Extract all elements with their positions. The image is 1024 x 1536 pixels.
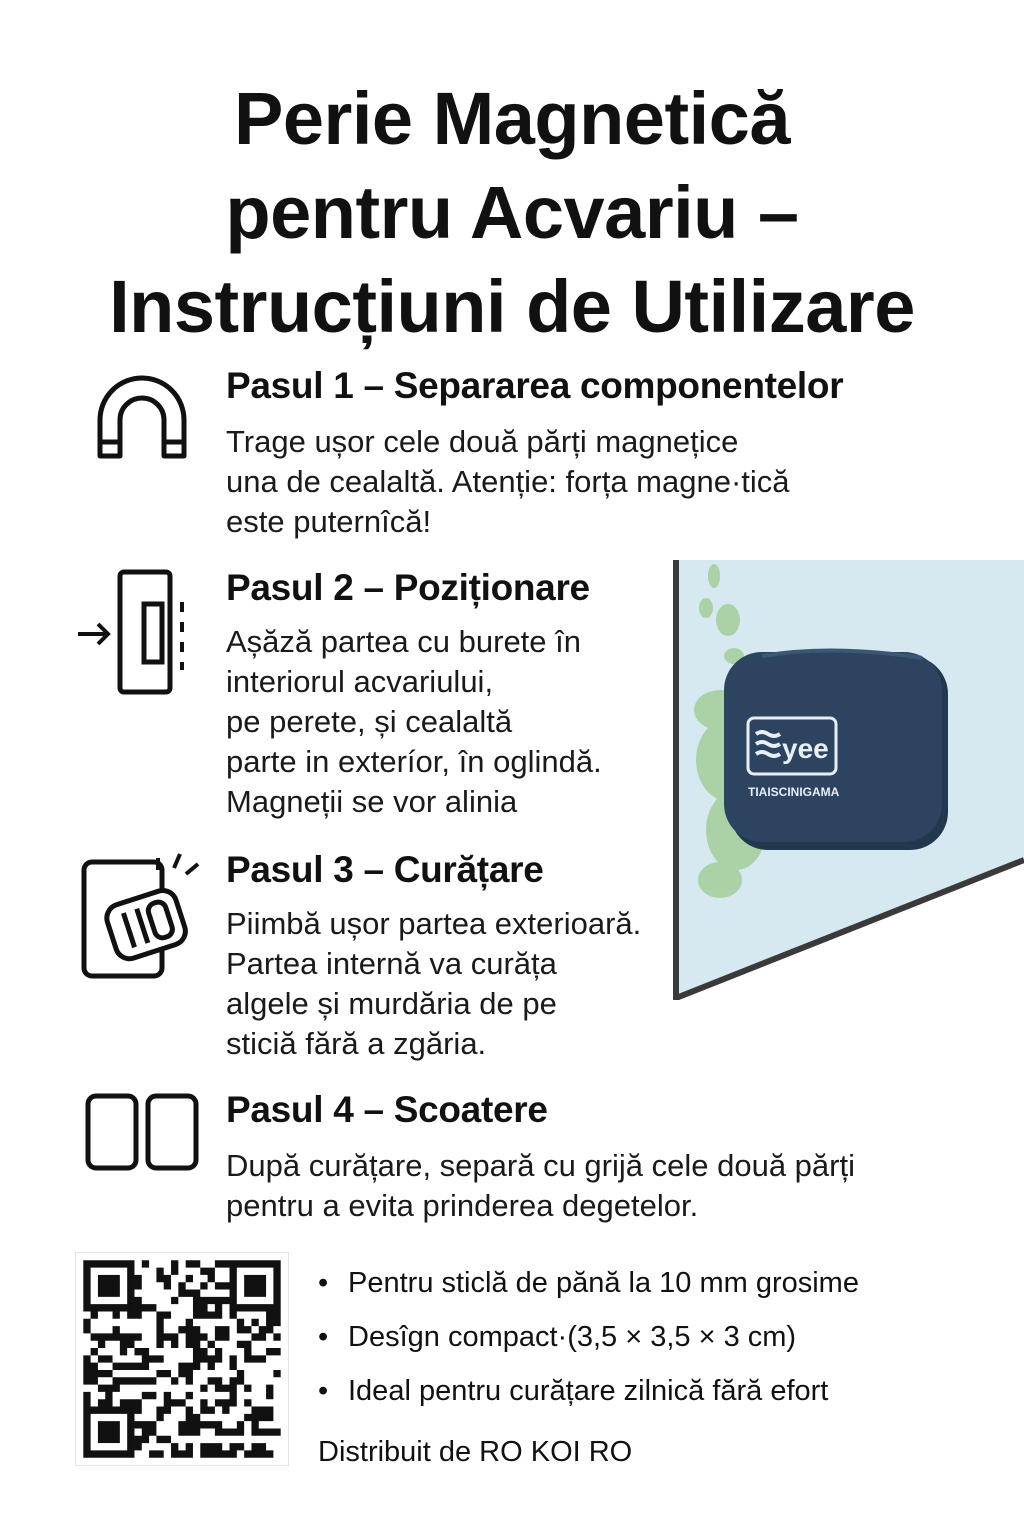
bullet: •	[318, 1267, 329, 1299]
step-2-line: Magneții se vor alinia	[226, 784, 518, 819]
step-2-body	[226, 622, 602, 822]
horseshoe-magnet-icon	[92, 372, 192, 476]
step-3-line: Partea internă va curăța	[226, 946, 557, 981]
qr-code	[75, 1252, 289, 1466]
step-2-line: Așăză partea cu burete în	[226, 624, 582, 659]
page-title	[0, 72, 1024, 354]
step-4-line: pentru a evita prinderea degetelor.	[226, 1188, 699, 1223]
step-1-body	[226, 422, 790, 542]
qr-finder-center	[98, 1275, 120, 1297]
cleaning-scrub-icon	[80, 848, 210, 980]
title-line-3: Instrucțiuni de Utilizare	[109, 265, 915, 348]
glass-position-icon	[74, 566, 194, 696]
list-item	[318, 1256, 859, 1310]
step-4-line: După curățare, separă cu grijă cele două părți	[226, 1148, 855, 1183]
step-4-body	[226, 1146, 855, 1226]
bullet: •	[318, 1375, 329, 1407]
step-2-line: pe perete, și cealaltă	[226, 704, 513, 739]
title-line-1: Perie Magnetică	[234, 77, 790, 160]
distributor-text: Distribuit de RO KOI RO	[318, 1436, 633, 1468]
step-1-line: este puternîcă!	[226, 504, 432, 539]
list-item	[318, 1364, 859, 1418]
step-3-body	[226, 904, 641, 1064]
product-illustration	[672, 560, 1024, 1000]
step-1-heading: Pasul 1 – Separarea componentelor	[226, 365, 844, 406]
qr-finder-center	[244, 1275, 266, 1297]
features-list	[318, 1256, 859, 1418]
step-1-line: Trage ușor cele două părți magnețice	[226, 424, 739, 459]
qr-finder-center	[98, 1421, 120, 1443]
brand-logo: yee	[782, 733, 829, 764]
step-3-line: algele și murdăria de pe	[226, 986, 557, 1021]
bullet: •	[318, 1321, 329, 1353]
step-3-line: sticiă fără a zgăria.	[226, 1026, 487, 1061]
step-2-heading: Pasul 2 – Poziționare	[226, 567, 590, 608]
step-3-line: Piimbă ușor partea exterioară.	[226, 906, 642, 941]
feature-text: Ideal pentru curățare zilnică fără efort	[348, 1375, 829, 1407]
step-4-heading: Pasul 4 – Scoatere	[226, 1089, 548, 1130]
qr-code-pattern	[76, 1253, 288, 1465]
title-line-2: pentru Acvariu –	[225, 171, 799, 254]
separate-parts-icon	[84, 1092, 200, 1172]
magnetic-cleaner	[724, 650, 948, 850]
feature-text: Pentru sticlă de pănă la 10 mm grosime	[348, 1267, 859, 1299]
step-2-line: interiorul acvariului,	[226, 664, 494, 699]
step-2-line: parte in exteríor, în oglindă.	[226, 744, 602, 779]
list-item	[318, 1310, 859, 1364]
brand-subtext: TIAISCINIGAMA	[748, 785, 840, 799]
step-3-heading: Pasul 3 – Curățare	[226, 849, 544, 890]
feature-text: Desîgn compact·(3,5 × 3,5 × 3 cm)	[348, 1321, 797, 1353]
step-1-line: una de cealaltă. Atenție: forța magne·tică	[226, 464, 790, 499]
